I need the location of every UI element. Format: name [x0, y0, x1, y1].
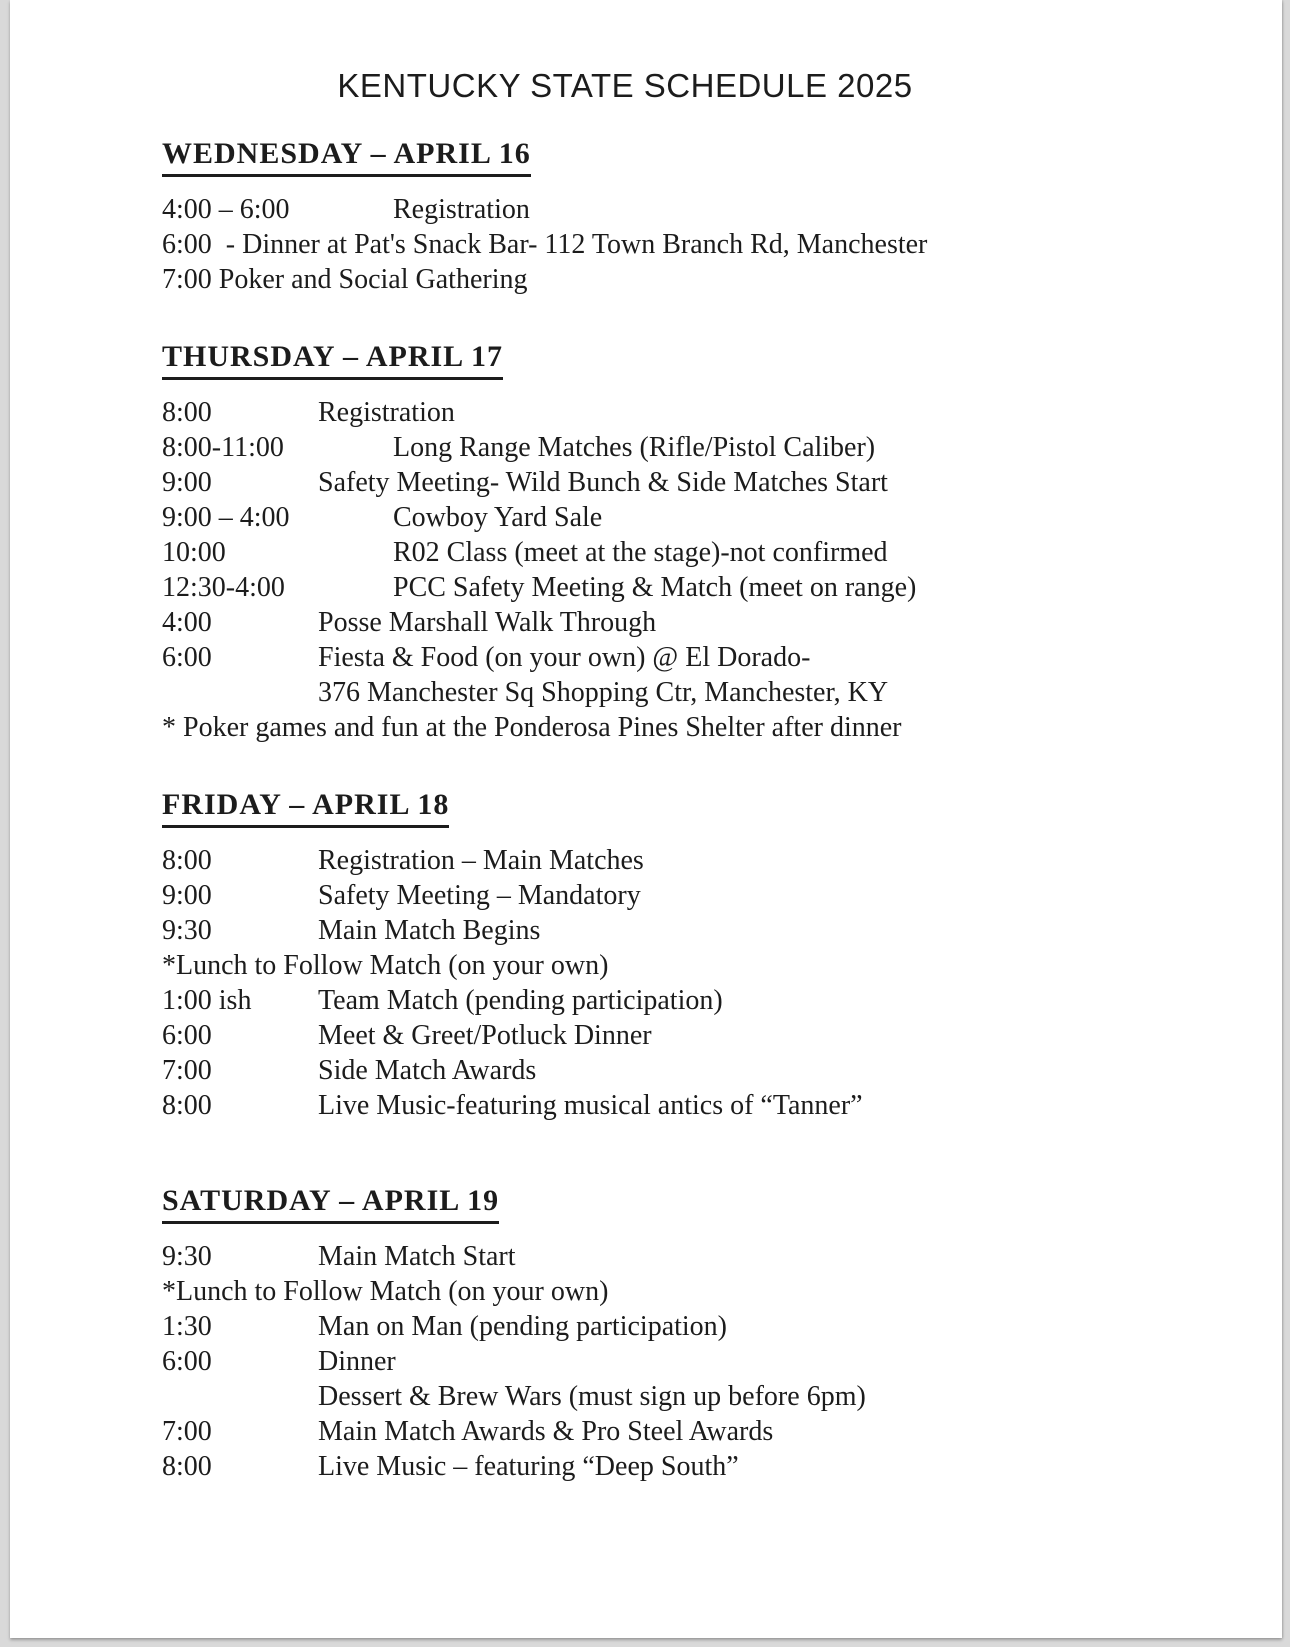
- section-items: [162, 192, 1222, 297]
- schedule-row: [162, 395, 1222, 430]
- time-label: 8:00: [162, 1451, 212, 1482]
- time-label: 9:00: [162, 880, 212, 911]
- event-description: Live Music-featuring musical antics of “Tanner”: [318, 1090, 863, 1121]
- schedule-row: [162, 710, 1222, 745]
- note-text: *Lunch to Follow Match (on your own): [162, 1276, 609, 1307]
- event-description: Fiesta & Food (on your own) @ El Dorado-: [318, 642, 811, 673]
- time-label: 1:00 ish: [162, 985, 252, 1016]
- event-description: R02 Class (meet at the stage)-not confirmed: [393, 537, 888, 568]
- time-label: 8:00-11:00: [162, 432, 284, 463]
- event-description: Side Match Awards: [318, 1055, 537, 1086]
- schedule-row: [162, 535, 1222, 570]
- time-label: 12:30-4:00: [162, 572, 285, 603]
- schedule-row: [162, 640, 1222, 675]
- section-heading: THURSDAY – APRIL 17: [162, 339, 503, 380]
- schedule-row: [162, 1274, 1222, 1309]
- time-label: 6:00: [162, 1020, 212, 1051]
- schedule-row: [162, 227, 1222, 262]
- event-description: Main Match Start: [318, 1241, 516, 1272]
- time-label: 4:00 – 6:00: [162, 194, 290, 225]
- time-label: 8:00: [162, 845, 212, 876]
- time-label: 9:30: [162, 1241, 212, 1272]
- time-label: 10:00: [162, 537, 226, 568]
- note-text: *Lunch to Follow Match (on your own): [162, 950, 609, 981]
- schedule-row: [162, 843, 1222, 878]
- schedule-row: [162, 465, 1222, 500]
- event-description: Safety Meeting- Wild Bunch & Side Matches Start: [318, 467, 888, 498]
- event-description: Registration: [393, 194, 530, 225]
- time-label: 9:30: [162, 915, 212, 946]
- event-description: Man on Man (pending participation): [318, 1311, 728, 1342]
- schedule-row: [162, 500, 1222, 535]
- event-description: Long Range Matches (Rifle/Pistol Caliber): [393, 432, 876, 463]
- event-description: Safety Meeting – Mandatory: [318, 880, 641, 911]
- sections-container: [162, 136, 1222, 1484]
- time-label: 9:00 – 4:00: [162, 502, 290, 533]
- event-description: Meet & Greet/Potluck Dinner: [318, 1020, 652, 1051]
- section-wednesday: [162, 136, 1222, 297]
- event-description: Main Match Awards & Pro Steel Awards: [318, 1416, 774, 1447]
- schedule-row: [162, 430, 1222, 465]
- schedule-row: [162, 948, 1222, 983]
- section-heading: FRIDAY – APRIL 18: [162, 787, 449, 828]
- section-items: [162, 1239, 1222, 1484]
- time-label: 6:00: [162, 1346, 212, 1377]
- time-label: 8:00: [162, 397, 212, 428]
- schedule-row: [162, 1053, 1222, 1088]
- section-heading: WEDNESDAY – APRIL 16: [162, 136, 531, 177]
- schedule-row: [162, 913, 1222, 948]
- section-heading: SATURDAY – APRIL 19: [162, 1183, 499, 1224]
- time-label: 6:00: [162, 642, 212, 673]
- event-description: Registration: [318, 397, 455, 428]
- event-description: Dinner: [318, 1346, 396, 1377]
- schedule-row: [162, 262, 1222, 297]
- time-label: 8:00: [162, 1090, 212, 1121]
- section-saturday: [162, 1183, 1222, 1484]
- note-text: * Poker games and fun at the Ponderosa Pines Shelter after dinner: [162, 712, 902, 743]
- event-description: Cowboy Yard Sale: [393, 502, 603, 533]
- section-items: [162, 843, 1222, 1123]
- schedule-row: [162, 192, 1222, 227]
- event-description: Team Match (pending participation): [318, 985, 723, 1016]
- event-description: Registration – Main Matches: [318, 845, 644, 876]
- event-description: Dessert & Brew Wars (must sign up before 6pm): [318, 1381, 866, 1412]
- schedule-row: [162, 878, 1222, 913]
- schedule-row: [162, 983, 1222, 1018]
- note-text: 7:00 Poker and Social Gathering: [162, 264, 528, 295]
- time-label: 7:00: [162, 1416, 212, 1447]
- page-title: KENTUCKY STATE SCHEDULE 2025: [337, 67, 913, 104]
- event-description: Posse Marshall Walk Through: [318, 607, 657, 638]
- schedule-row: [162, 675, 1222, 710]
- schedule-row: [162, 605, 1222, 640]
- section-items: [162, 395, 1222, 745]
- schedule-row: [162, 1309, 1222, 1344]
- schedule-row: [162, 1018, 1222, 1053]
- event-description: PCC Safety Meeting & Match (meet on range): [393, 572, 917, 603]
- schedule-row: [162, 570, 1222, 605]
- time-label: 1:30: [162, 1311, 212, 1342]
- time-label: 7:00: [162, 1055, 212, 1086]
- section-thursday: [162, 339, 1222, 745]
- event-description: Live Music – featuring “Deep South”: [318, 1451, 739, 1482]
- schedule-row: [162, 1239, 1222, 1274]
- page-content: [10, 0, 1282, 1484]
- schedule-row: [162, 1449, 1222, 1484]
- schedule-row: [162, 1414, 1222, 1449]
- schedule-page: [10, 0, 1282, 1638]
- time-label: 9:00: [162, 467, 212, 498]
- schedule-row: [162, 1379, 1222, 1414]
- event-description: Main Match Begins: [318, 915, 541, 946]
- schedule-row: [162, 1088, 1222, 1123]
- section-friday: [162, 787, 1222, 1123]
- event-description: 376 Manchester Sq Shopping Ctr, Manchester, KY: [318, 677, 889, 708]
- schedule-row: [162, 1344, 1222, 1379]
- time-label: 4:00: [162, 607, 212, 638]
- note-text: 6:00 - Dinner at Pat's Snack Bar- 112 Town Branch Rd, Manchester: [162, 229, 928, 260]
